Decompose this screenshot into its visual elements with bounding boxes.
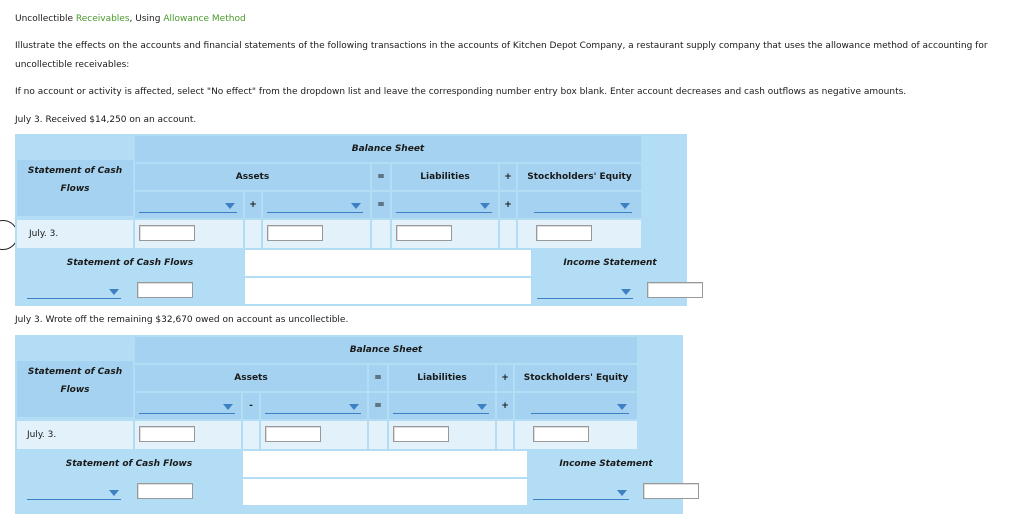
scf-activity-dropdown[interactable]	[27, 284, 121, 299]
assets-account-cell-2	[263, 192, 370, 218]
scf-activity-dropdown[interactable]	[27, 485, 121, 500]
balance-sheet-header: Balance Sheet	[135, 136, 641, 162]
assets-account-dropdown-1[interactable]	[139, 198, 237, 213]
page-title	[15, 14, 246, 24]
spacer-cell	[243, 421, 259, 449]
assets-amount-input-1[interactable]	[139, 225, 195, 241]
is-label: Income Statement	[563, 258, 657, 268]
scf-select-cell	[17, 479, 241, 507]
assets-header: Assets	[135, 365, 367, 391]
equals-sign: =	[372, 164, 390, 190]
liabilities-account-cell	[389, 393, 495, 419]
equity-account-dropdown[interactable]	[534, 198, 632, 213]
assets-amount-input-1[interactable]	[139, 426, 195, 442]
assets-amount-input-2[interactable]	[267, 225, 323, 241]
plus-sign-row: +	[500, 192, 516, 218]
assets-account-dropdown-2[interactable]	[265, 399, 361, 414]
scf-header: Statement of Cash Flows	[17, 361, 133, 417]
allowance-method-link[interactable]: Allowance Method	[163, 14, 246, 24]
is-account-dropdown[interactable]	[533, 485, 629, 500]
spacer-cell	[369, 421, 387, 449]
blank-area-2	[243, 479, 527, 505]
scf-amount-input[interactable]	[137, 483, 193, 499]
equity-amount-cell	[515, 421, 637, 449]
equity-account-cell	[518, 192, 641, 218]
spacer-cell	[245, 220, 261, 248]
balance-sheet-header: Balance Sheet	[135, 337, 637, 363]
equity-amount-input[interactable]	[536, 225, 592, 241]
scf-header: Statement of Cash Flows	[17, 160, 133, 216]
title-prefix: Uncollectible	[15, 14, 76, 24]
equity-header: Stockholders' Equity	[515, 365, 637, 391]
equals-sign-row: =	[369, 393, 387, 419]
is-amount-input[interactable]	[647, 282, 703, 298]
is-select-cell	[529, 479, 683, 507]
equity-account-dropdown[interactable]	[531, 399, 629, 414]
transaction-1-description: July 3. Received $14,250 on an account.	[15, 115, 197, 125]
assets-account-dropdown-2[interactable]	[267, 198, 363, 213]
scf-amount-input[interactable]	[137, 282, 193, 298]
cash-flow-amount-cell	[135, 421, 241, 449]
blank-area-1	[245, 250, 531, 276]
instructions-line-1: Illustrate the effects on the accounts and financial statements of the following transactions in the accounts of Kitchen Depot Company, a restaurant supply company that uses the allowance method of accounting for	[15, 41, 988, 51]
is-select-cell	[533, 278, 687, 304]
assets-account-cell-2	[261, 393, 367, 419]
assets-operator-1: -	[243, 393, 259, 419]
liabilities-account-dropdown[interactable]	[393, 399, 489, 414]
equity-amount-cell	[518, 220, 641, 248]
equity-amount-input[interactable]	[533, 426, 589, 442]
row-date-label: July. 3.	[17, 421, 133, 449]
liabilities-amount-cell	[392, 220, 498, 248]
transaction-2-panel	[15, 335, 683, 514]
transaction-2-description: July 3. Wrote off the remaining $32,670 owed on account as uncollectible.	[15, 315, 349, 325]
spacer-cell	[497, 421, 513, 449]
liabilities-account-cell	[392, 192, 498, 218]
is-account-dropdown[interactable]	[537, 284, 633, 299]
liabilities-amount-cell	[389, 421, 495, 449]
scf-label: Statement of Cash Flows	[65, 459, 193, 469]
blank-area-1	[243, 451, 527, 477]
title-mid: , Using	[129, 14, 164, 24]
instructions-line-3: If no account or activity is affected, select "No effect" from the dropdown list and leave the corresponding number entry box blank. Enter account decreases and cash outflows as negative amounts.	[15, 87, 907, 97]
equity-account-cell	[515, 393, 637, 419]
equals-sign-row: =	[372, 192, 390, 218]
scf-select-cell	[17, 278, 243, 304]
equals-sign: =	[369, 365, 387, 391]
liabilities-amount-input[interactable]	[393, 426, 449, 442]
transaction-1-panel	[15, 134, 687, 306]
assets-operator-1: +	[245, 192, 261, 218]
liabilities-account-dropdown[interactable]	[396, 198, 492, 213]
blank-area-2	[245, 278, 531, 304]
is-amount-input[interactable]	[643, 483, 699, 499]
liabilities-header: Liabilities	[392, 164, 498, 190]
spacer-cell	[500, 220, 516, 248]
assets-header: Assets	[135, 164, 370, 190]
assets-account-cell-1	[135, 393, 241, 419]
liabilities-amount-input[interactable]	[396, 225, 452, 241]
plus-sign: +	[500, 164, 516, 190]
assets-account-cell-1	[135, 192, 243, 218]
assets-account-dropdown-1[interactable]	[139, 399, 235, 414]
receivables-link[interactable]: Receivables	[75, 14, 130, 24]
assets-amount-cell-2	[261, 421, 367, 449]
assets-amount-cell-2	[263, 220, 370, 248]
spacer-cell	[372, 220, 390, 248]
assets-amount-input-2[interactable]	[265, 426, 321, 442]
plus-sign-row: +	[497, 393, 513, 419]
is-label: Income Statement	[559, 459, 653, 469]
scf-label: Statement of Cash Flows	[66, 258, 194, 268]
plus-sign: +	[497, 365, 513, 391]
liabilities-header: Liabilities	[389, 365, 495, 391]
row-date-label: July. 3.	[17, 220, 133, 248]
cash-flow-amount-cell	[135, 220, 243, 248]
instructions-line-2: uncollectible receivables:	[15, 60, 130, 70]
equity-header: Stockholders' Equity	[518, 164, 641, 190]
